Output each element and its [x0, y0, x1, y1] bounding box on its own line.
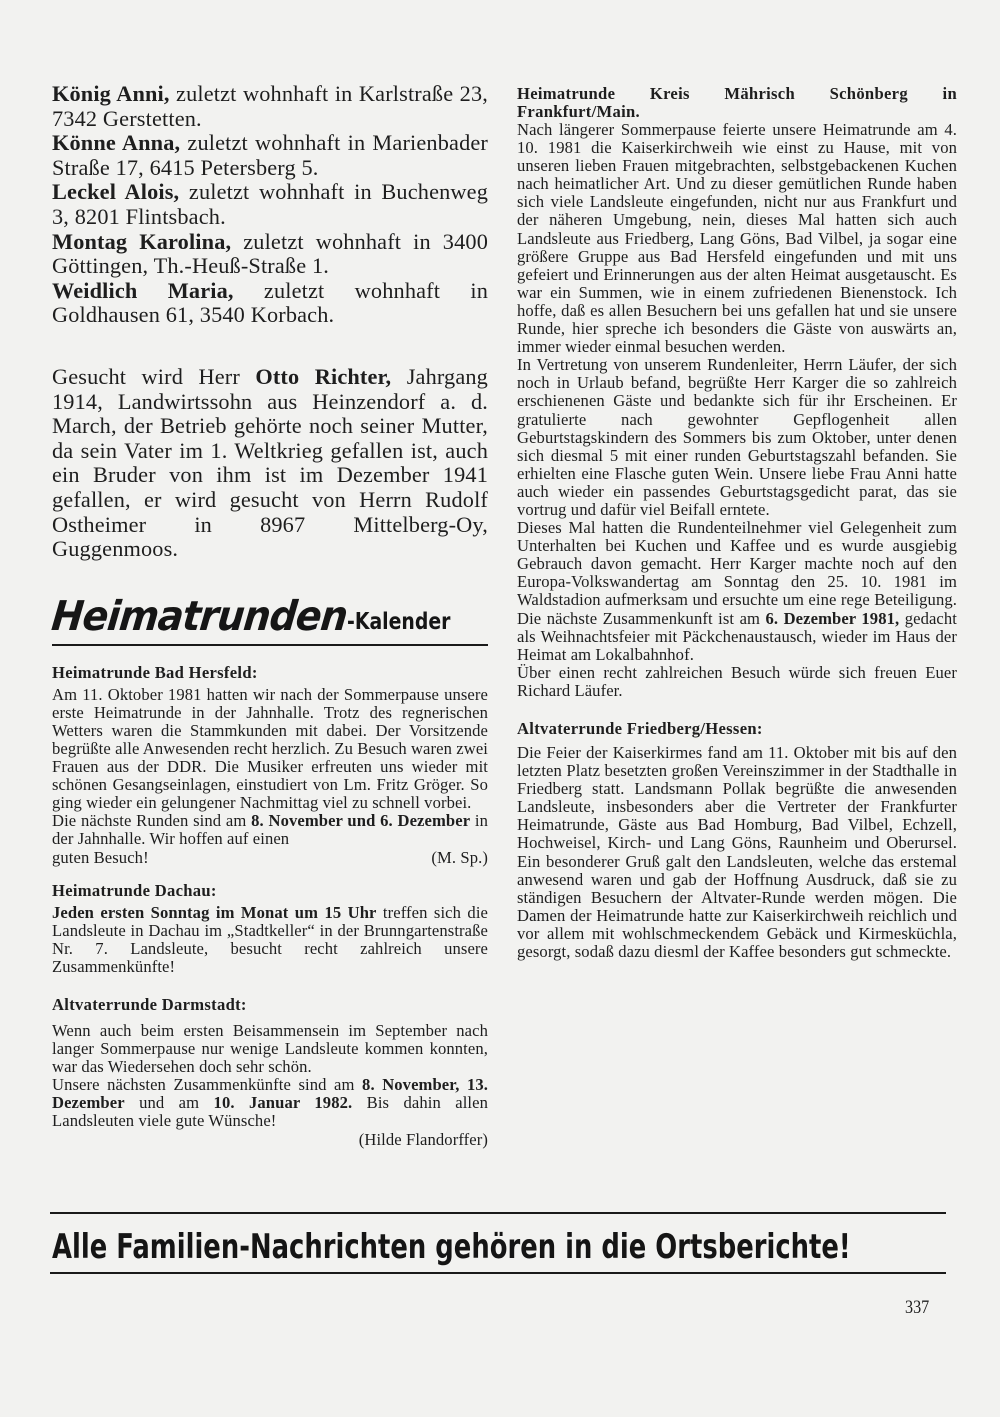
section-body: Wenn auch beim ersten Beisammensein im September nach langer Sommerpause nur wenige Landsleute kommen konnten, war das Wiedersehen doch sehr schön. Unsere nächsten Zusammenkünfte sind am 8. November, 13. Dezember und am 10. Januar 1982. Bis dahin allen Landsleuten viele gute Wünsche! — [52, 1021, 489, 1131]
footer-divider-bottom — [50, 1272, 946, 1274]
section-heading: Heimatrunde Bad Hersfeld: — [52, 662, 258, 682]
section-bad-hersfeld — [52, 664, 488, 867]
calendar-title-plain: -Kalender — [346, 608, 451, 635]
missing-person-entry: Montag Karolina, zuletzt wohnhaft in 3400 Göttingen, Th.-Heuß-Straße 1. — [52, 228, 489, 279]
section-body: Nach längerer Sommerpause feierte unsere Heimatrunde am 4. 10. 1981 die Kaiserkirchweih wie einst zu Hause, mit von unseren lieben Frauen mitgebrachten, selbstgebackenen Kuchen nach heimatlicher Art. Und zu dieser gemütlichen Runde haben sich viele Landsleute eingefunden, nicht nur aus Frankfurt und der näheren Umgebung, nein, dieses Mal hatten sich auch Landsleute aus Friedberg, Lang Göns, Bad Vilbel, ja sogar eine größere Gruppe aus Bad Hersfeld eingefunden und mit uns gefeiert und Erinnerungen aus der alten Heimat ausgetauscht. Es war ein Summen, wie in einem zufriedenen Bienenstock. Ich hoffe, daß es allen Besuchern bei uns gefallen hat und sie unsere Runde, hier spreche ich besonders die Gäste von auswärts an, immer wieder einmal besuchen werden. In Vertretung von unserem Rundenleiter, Herrn Läufer, der sich noch in Urlaub befand, begrüßte Herr Karger die so zahlreich erschienenen Gäste und bedankte sich für ihr Erscheinen. Er gratulierte nach gewohnter Gepflogenheit allen Geburtstagskindern des Sommers bis zum Oktober, unter denen sich diesmal 5 mit einer runden Geburtstagszahl befanden. Sie erhielten eine Flasche guten Wein. Unsere liebe Frau Anni hatte auch wieder ein passendes Geburtstagsgedicht parat, das sie vortrug und dafür viel Beifall erntete. Dieses Mal hatten die Rundenteilnehmer viel Gelegenheit zum Unterhalten bei Kuchen und Kaffee und es wurde ausgiebig Gebrauch davon gemacht. Herr Karger machte noch auf den Europa-Volkswandertag am Sonntag den 25. 10. 1981 im Waldstadion aufmerksam und ersuchte um eine rege Beteiligung. Die nächste Zusammenkunft ist am 6. Dezember 1981, gedacht als Weihnachtsfeier mit Päckchenaustausch, wieder im Haus der Heimat am Lokalbahnhof. Über einen recht zahlreichen Besuch würde sich freuen Euer Richard Läufer. — [517, 120, 957, 700]
author-signature: (Hilde Flandorffer) — [358, 1129, 488, 1149]
left-column — [49, 81, 489, 1149]
section-heading: Heimatrunde Kreis Mährisch Schönberg in — [517, 84, 957, 103]
footer-banner: Alle Familien-Nachrichten gehören in die Ortsberichte! — [52, 1227, 851, 1267]
section-darmstadt — [52, 996, 488, 1149]
title-divider — [52, 644, 488, 646]
person-name: Weidlich Maria, — [52, 277, 234, 303]
missing-person-entry: Weidlich Maria, zuletzt wohnhaft in Goldhausen 61, 3540 Korbach. — [52, 277, 489, 328]
calendar-title-script: Heimatrunden — [49, 591, 350, 640]
person-name: Leckel Alois, — [52, 179, 180, 205]
missing-person-entry: Leckel Alois, zuletzt wohnhaft in Buchenweg 3, 8201 Flintsbach. — [52, 179, 489, 229]
section-body: Am 11. Oktober 1981 hatten wir nach der Sommerpause unsere erste Heimatrunde in der Jahnhalle. Trotz des regnerischen Wetters waren die Stammkunden mit dabei. Der Vorsitzende begrüßte alle Anwesenden recht herzlich. Zu Besuch waren zwei Frauen aus der DDR. Die Musiker erfreuten uns wieder mit schönen Gesangseinlagen, einstudiert von Lm. Fritz Gröger. So ging wieder ein gelungener Nachmittag viel zu schnell vorbei. Die nächste Runden sind am 8. November und 6. Dezember in der Jahnhalle. Wir hoffen auf einen — [52, 684, 489, 849]
section-dachau — [52, 882, 488, 976]
page-number: 337 — [905, 1297, 930, 1318]
section-heading: Heimatrunde Dachau: — [52, 880, 217, 900]
missing-person-entry: König Anni, zuletzt wohnhaft in Karlstraße 23, 7342 Gerstetten. — [52, 81, 489, 131]
section-heading: Altvaterrunde Friedberg/Hessen: — [517, 719, 763, 738]
author-signature: (M. Sp.) — [431, 847, 488, 867]
missing-person-entry: Könne Anna, zuletzt wohnhaft in Marienbader Straße 17, 6415 Petersberg 5. — [52, 130, 488, 180]
person-name: Könne Anna, — [52, 130, 181, 156]
left-sections — [52, 664, 488, 1149]
section-heading-continued: Frankfurt/Main. — [517, 102, 640, 121]
signature-line: guten Besuch! (M. Sp.) — [52, 847, 488, 867]
calendar-title — [49, 591, 488, 640]
footer-divider-top — [50, 1212, 946, 1214]
section-frankfurt — [517, 85, 957, 700]
section-body: Jeden ersten Sonntag im Monat um 15 Uhr treffen sich die Landsleute in Dachau im „Stadtkeller“ in der Brunngartenstraße Nr. 7. Landsleute, besucht recht zahlreich unsere Zusammenkünfte! — [52, 902, 489, 976]
person-name: Montag Karolina, — [52, 228, 232, 254]
section-heading: Altvaterrunde Darmstadt: — [52, 995, 247, 1014]
search-notice: Gesucht wird Herr Otto Richter, Jahrgang 1914, Landwirtssohn aus Heinzendorf a. d. March, der Betrieb gehörte noch seiner Mutter, da sein Vater im 1. Weltkrieg gefallen ist, auch ein Bruder von ihm ist im Dezember 1941 gefallen, er wird gesucht von Herrn Rudolf Ostheimer in 8967 Mittelberg-Oy, Guggenmoos. — [52, 363, 488, 562]
missing-persons-list — [52, 82, 488, 328]
section-body: Die Feier der Kaiserkirmes fand am 11. Oktober mit bis auf den letzten Platz besetzten großen Vereinszimmer in der Stadthalle in Friedberg statt. Landsmann Pollak begrüßte die anwesenden Landsleute, insbesonders aber die Vertreter der Frankfurter Heimatrunde, Gäste aus Bad Homburg, Bad Vilbel, Echzell, Hochweisel, Kirch- und Lang Göns, Raunheim und Oberursel. Ein besonderer Gruß galt den Landsleuten, welche das erstemal anwesend waren und gab der Hoffnung Ausdruck, daß sie zu ständigen Besuchern der Altvater-Runde werden mögen. Die Damen der Heimatrunde hatte zur Kaiserkirchweih reichlich und vor allem mit wohlschmeckendem Gebäck und Kirmesküchla, gesorgt, sodaß dazu diesml der Kaffee besonders gut schmeckte. — [517, 743, 957, 962]
right-column — [517, 85, 957, 961]
section-friedberg — [517, 720, 957, 961]
sought-person-name: Otto Richter, — [255, 363, 392, 389]
person-name: König Anni, — [52, 81, 170, 106]
